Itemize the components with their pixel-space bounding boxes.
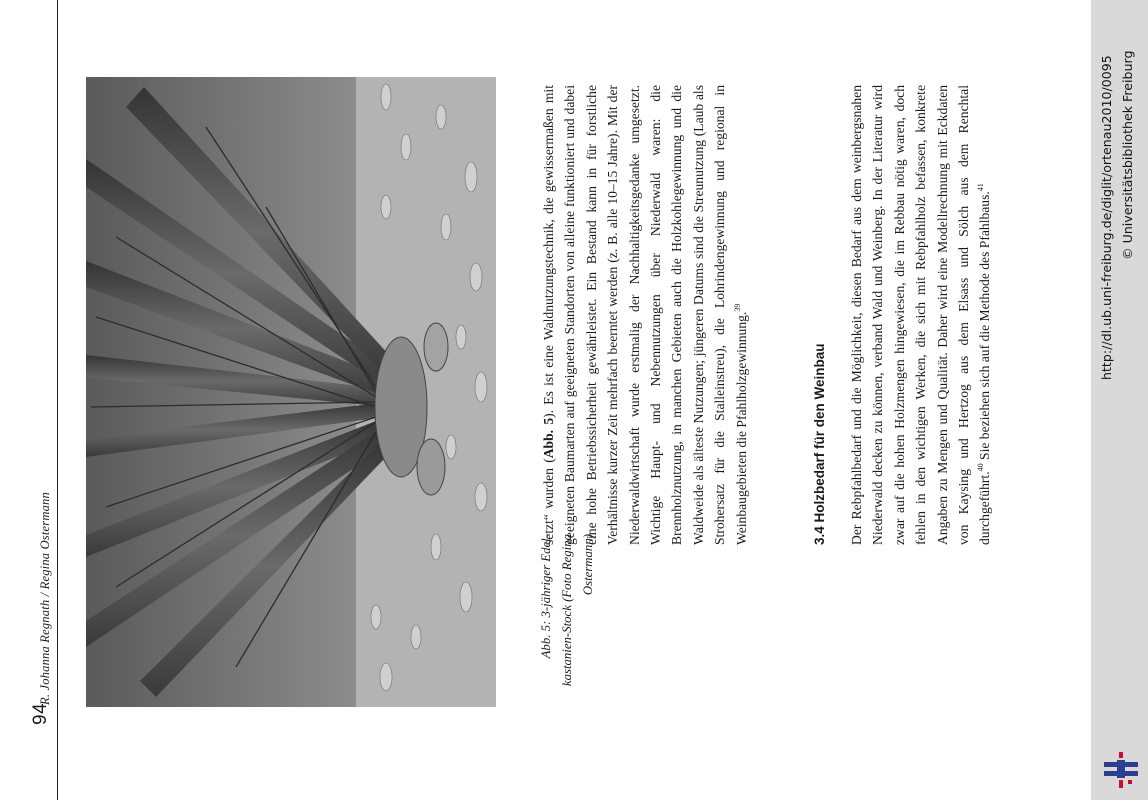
running-title: R. Johanna Regnath / Regina Ostermann [38, 492, 52, 705]
source-url-link[interactable]: http://dl.ub.uni-freiburg.de/diglit/ortenau2010/0095 [1099, 55, 1114, 380]
para1-text-b: ). Es ist eine Waldnutzungstechnik, die gewissermaßen mit geeigneten Baumarten auf geeigneten Standorten von alleine funktioniert und dabei eine hohe Betriebssicherheit gewährleistet. Ein Bestand kann in für forstliche Verhältnisse kurzer Zeit mehrfach beerntet werden (z. B. alle 10–15 Jahre). Mit der Niederwaldwirtschaft wurde erstmalig der Nachhaltigkeitsgedanke umgesetzt. Wichtige Haupt- und Nebennutzungen über Niederwald waren: die Brennholznutzung, in manchen Gebieten auch die Holzkohlegewinnung und die Waldweide als älteste Nutzungen; jüngeren Datums sind die Streunutzung (Laub als Strohersatz für die Stalleinstreu), die Lohrindengewinnung und regional in Weinbaugebieten die Pfahlholzgewinnung. [541, 85, 749, 545]
section-heading: 3.4 Holzbedarf für den Weinbau [812, 343, 827, 545]
sidebar-rotated-text [1091, 0, 1148, 800]
ub-freiburg-logo-icon [1100, 752, 1142, 790]
page-number: 94 [30, 702, 51, 725]
para1-text-a: setzt“ wurden ( [541, 458, 556, 545]
footnote-ref-39: 39 [732, 303, 742, 312]
logo-graphic [1100, 752, 1142, 790]
figure-photo-chestnut-stool [86, 77, 496, 707]
body-paragraph-1 [538, 85, 752, 545]
page-edge-rule [57, 0, 58, 800]
library-sidebar [1091, 0, 1148, 800]
figure-caption: Abb. 5: 3-jähriger Edel-kastanien-Stock (Foto Regina Ostermann) [539, 534, 595, 687]
footnote-ref-40: 40 [976, 463, 986, 472]
chestnut-coppice-photo [86, 77, 496, 707]
figure-reference: Abb. 5 [541, 417, 556, 459]
para2-text-a: Der Rebpfahlbedarf und die Möglichkeit, diesen Bedarf aus dem weinbergsnahen Niederwald decken zu können, verband Wald und Weinberg. In der Literatur wird zwar auf die hohen Holzmengen hingewiesen, die im Rebbau nötig waren, doch fehlen in den wichtigen Werken, die sich mit Rebpfahlholz befassen, konkrete Angaben zu Mengen und Qualität. Daher wird eine Modellrechnung mit Eckdaten von Kaysing und Hertzog aus dem Elsass und Sölch aus dem Renchtal durchgeführt. [849, 85, 993, 545]
footnote-ref-41: 41 [976, 183, 986, 192]
para2-text-b: Sie beziehen sich auf die Methode des Pfahlbaus. [977, 191, 993, 464]
body-paragraph-2 [846, 85, 996, 545]
copyright-notice: © Universitätsbibliothek Freiburg [1120, 50, 1135, 260]
